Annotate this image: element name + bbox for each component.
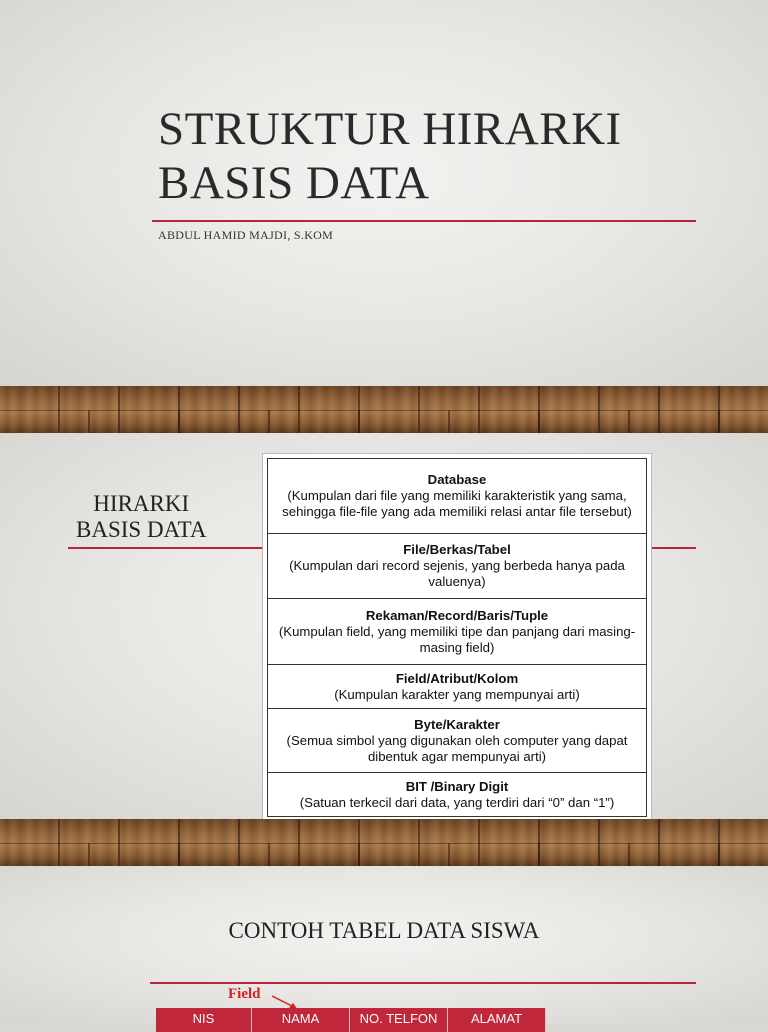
- slide-1: [0, 0, 768, 386]
- title-line-1: STRUKTUR HIRARKI: [158, 103, 622, 155]
- level-heading: BIT /Binary Digit: [405, 778, 509, 794]
- hierarchy-diagram: [262, 453, 652, 820]
- slide-1-title: [158, 102, 622, 210]
- hierarchy-level: [267, 534, 647, 599]
- column-header-nama: NAMA: [252, 1008, 350, 1032]
- level-description: (Kumpulan dari file yang memiliki karakteristik yang sama, sehingga file-file yang ada memiliki relasi antar file tersebut): [282, 488, 632, 519]
- field-annotation-label: Field: [228, 986, 261, 1002]
- title-underline: [152, 220, 696, 222]
- level-heading: Byte/Karakter: [414, 716, 500, 732]
- slide-3: [0, 866, 768, 1024]
- wood-floor-divider: [0, 819, 768, 866]
- level-description: (Satuan terkecil dari data, yang terdiri dari “0” dan “1”): [299, 794, 615, 810]
- level-heading: Rekaman/Record/Baris/Tuple: [365, 607, 549, 623]
- level-description: (Kumpulan dari record sejenis, yang berbeda hanya pada valuenya): [289, 558, 625, 589]
- hierarchy-level: [267, 709, 647, 773]
- level-description: (Kumpulan field, yang memiliki tipe dan panjang dari masing-masing field): [278, 623, 636, 655]
- slide-3-title: CONTOH TABEL DATA SISWA: [228, 918, 540, 943]
- hierarchy-level: [267, 773, 647, 817]
- hierarchy-level: [267, 599, 647, 665]
- title-line-1: HIRARKI: [93, 491, 190, 516]
- column-header-alamat: ALAMAT: [448, 1008, 546, 1032]
- hierarchy-level: [267, 665, 647, 709]
- level-heading: Field/Atribut/Kolom: [395, 670, 519, 686]
- slide-2-title: [76, 491, 206, 543]
- level-description: (Kumpulan karakter yang mempunyai arti): [334, 686, 580, 702]
- level-heading: Database: [427, 472, 487, 487]
- title-underline: [150, 982, 696, 984]
- column-header-nis: NIS: [156, 1008, 252, 1032]
- title-line-2: BASIS DATA: [158, 157, 430, 209]
- student-table-header: [156, 1008, 546, 1032]
- column-header-no-telfon: NO. TELFON: [350, 1008, 448, 1032]
- level-description: (Semua simbol yang digunakan oleh computer yang dapat dibentuk agar mempunyai arti): [286, 732, 628, 764]
- title-line-2: BASIS DATA: [76, 517, 207, 542]
- wood-floor-divider: [0, 386, 768, 433]
- level-heading: File/Berkas/Tabel: [403, 542, 511, 557]
- author-name: ABDUL HAMID MAJDI, S.KOM: [158, 228, 334, 242]
- hierarchy-level: [267, 458, 647, 534]
